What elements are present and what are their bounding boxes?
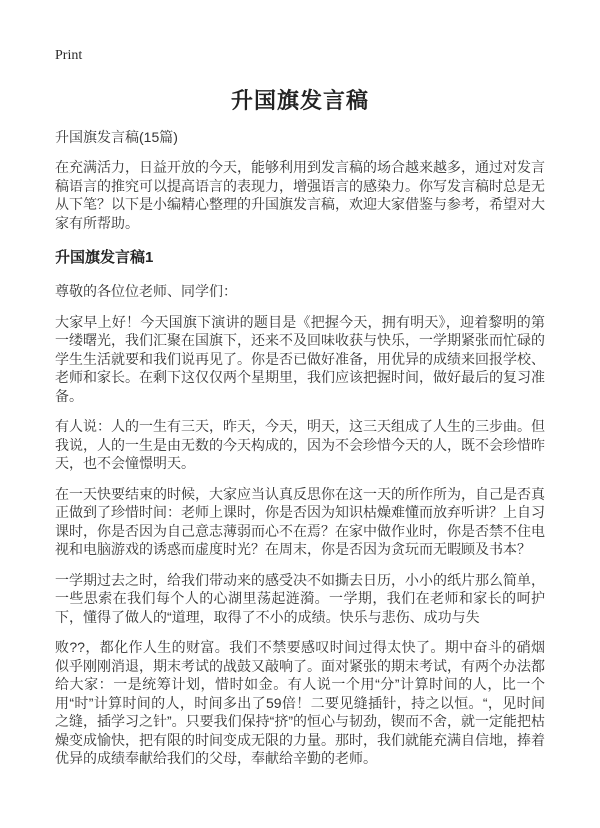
paragraph: 在一天快要结束的时候，大家应当认真反思你在这一天的所作所为，自己是否真正做到了珍惜时间：老师上课时，你是否因为知识枯燥难懂而放弃听讲？上自习课时，你是否因为自己意志薄弱而心不在焉？在家中做作业时，你是否禁不住电视和电脑游戏的诱惑而虚度时光？在周末，你是否因为贪玩而无暇顾及书本？ xyxy=(55,485,545,558)
print-link[interactable]: Print xyxy=(55,48,83,63)
page-title: 升国旗发言稿 xyxy=(230,87,369,113)
paragraph: 一学期过去之时，给我们带动来的感受决不如撕去日历，小小的纸片那么简单，一些思索在我们每个人的心湖里荡起涟漪。一学期，我们在老师和家长的呵护下，懂得了做人的“道理，取得了不小的成绩。快乐与悲伤、成功与失 xyxy=(55,571,545,625)
paragraph: 大家早上好！今天国旗下演讲的题目是《把握今天，拥有明天》，迎着黎明的第一缕曙光，我们汇聚在国旗下，还来不及回味收获与快乐，一学期紧张而忙碌的学生生活就要和我们说再见了。你是否已做好准备，用优异的成绩来回报学校、老师和家长。在剩下这仅仅两个星期里，我们应该把握时间，做好最后的复习准备。 xyxy=(55,313,545,404)
paragraph: 有人说：人的一生有三天，昨天，今天，明天，这三天组成了人生的三步曲。但我说，人的一生是由无数的今天构成的，因为不会珍惜今天的人，既不会珍惜昨天，也不会憧憬明天。 xyxy=(55,418,545,472)
paragraph: 败??，都化作人生的财富。我们不禁要感叹时间过得太快了。期中奋斗的硝烟似乎刚刚消退，期末考试的战鼓又敲响了。面对紧张的期末考试，有两个办法都给大家：一是统筹计划，惜时如金。有人说一个用“分”计算时间的人，比一个用“时”计算时间的人，时间多出了59倍！二要见缝插针，持之以恒。“，见时间之缝，插学习之针”。只要我们保持“挤”的恒心与韧劲，锲而不舍，就一定能把枯燥变成愉快，把有限的时间变成无限的力量。那时，我们就能充满自信地，捧着优异的成绩奉献给我们的父母，奉献给辛勤的老师。 xyxy=(55,639,545,767)
section-heading-1: 升国旗发言稿1 xyxy=(55,249,154,267)
document-subtitle: 升国旗发言稿(15篇) xyxy=(55,129,178,146)
intro-paragraph: 在充满活力，日益开放的今天，能够利用到发言稿的场合越来越多，通过对发言稿语言的推究可以提高语言的表现力，增强语言的感染力。你写发言稿时总是无从下笔？以下是小编精心整理的升国旗发言稿，欢迎大家借鉴与参考，希望对大家有所帮助。 xyxy=(55,159,545,231)
salutation-line: 尊敬的各位位老师、同学们： xyxy=(55,283,237,300)
